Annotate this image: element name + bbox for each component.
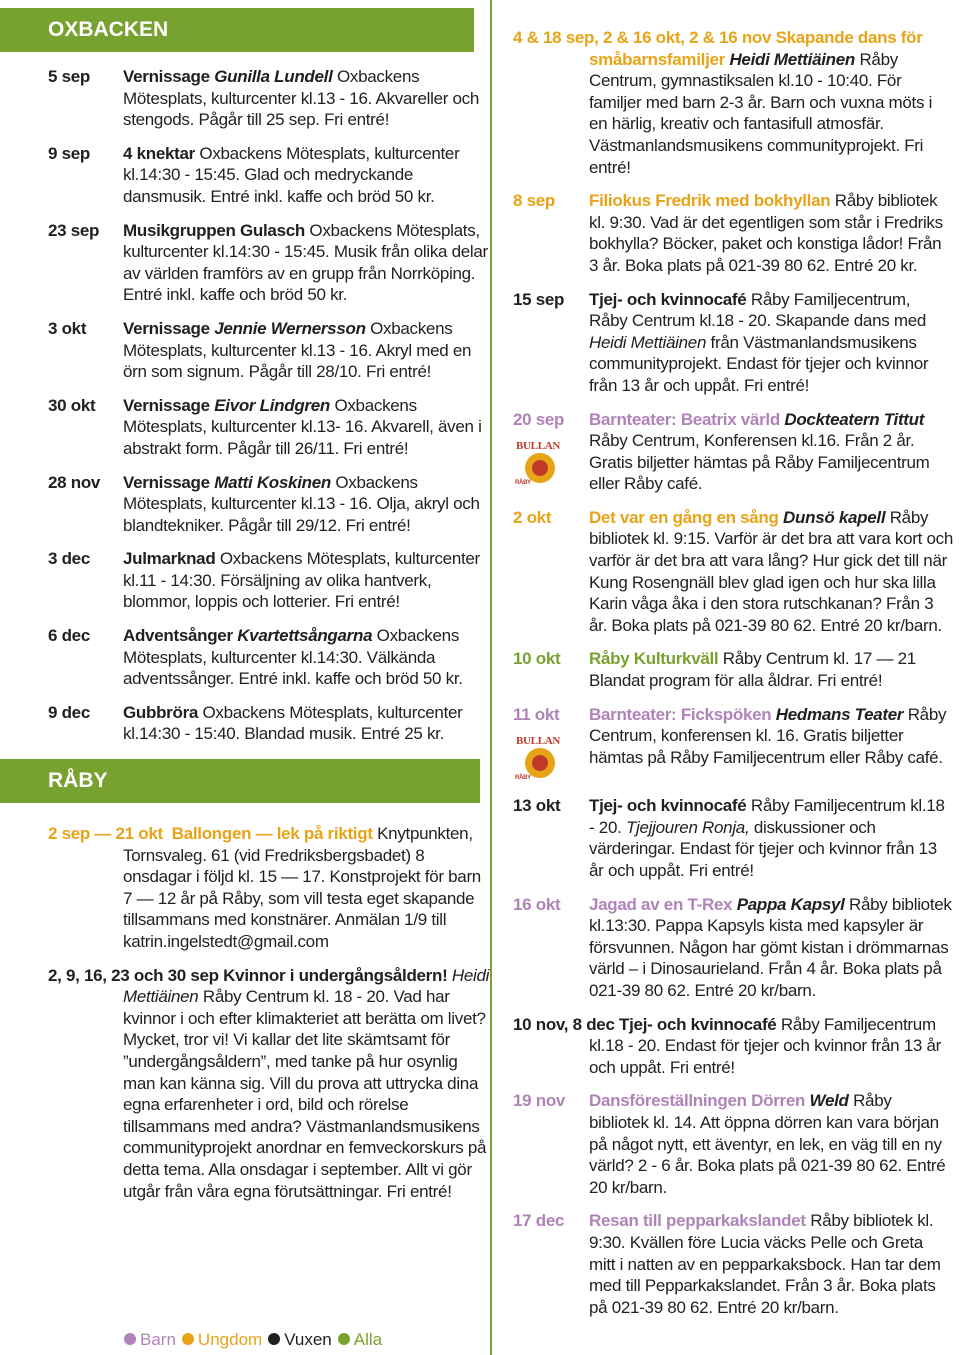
event-date bbox=[513, 507, 589, 637]
event-date bbox=[513, 704, 589, 784]
event-date: 6 dec bbox=[48, 626, 90, 646]
event-title: Vernissage bbox=[123, 395, 210, 415]
event-row bbox=[513, 648, 953, 691]
event-row bbox=[513, 289, 953, 397]
event-ballongen bbox=[0, 823, 490, 953]
event-body bbox=[589, 1210, 953, 1318]
event-body bbox=[123, 66, 490, 131]
event-text: Råby bibliotek kl.13:30. Pappa Kapsyls kista med kapsyler är försvunnen. Någon har gömt kistan i drömmarnas värld – i Dinosaurieland. Från 4 år. Boka plats på 021-39 80 62. Entré 20 kr/barn. bbox=[589, 894, 952, 1000]
event-body bbox=[589, 795, 953, 881]
event-date-text: 2 okt bbox=[513, 507, 552, 527]
legend-dot-icon bbox=[182, 1333, 194, 1345]
event-row bbox=[0, 66, 490, 131]
event-date: 9 sep bbox=[48, 143, 90, 163]
age-legend bbox=[124, 1328, 388, 1352]
event-row bbox=[0, 625, 490, 690]
event-date: 30 okt bbox=[48, 395, 96, 415]
event-title: Vernissage bbox=[123, 472, 210, 492]
event-text: från Västmanlandsmusikens communityprojekt. Endast för tjejer och kvinnor från 13 år och uppåt. Fri entré! bbox=[589, 332, 929, 395]
bullan-logo bbox=[513, 729, 567, 783]
event-row bbox=[513, 795, 953, 881]
event-skapande-dans bbox=[513, 27, 953, 178]
event-skapande-dans-title: 4 & 18 sep, 2 & 16 okt, 2 & 16 nov Skapande dans för småbarnsfamiljer bbox=[513, 28, 923, 69]
event-body bbox=[589, 704, 953, 784]
legend-dot-icon bbox=[338, 1333, 350, 1345]
event-body bbox=[589, 894, 953, 1002]
event-row bbox=[513, 1210, 953, 1318]
event-title: Resan till pepparkakslandet bbox=[589, 1211, 806, 1231]
legend-label: Vuxen bbox=[284, 1330, 332, 1349]
event-text: Råby Familjecentrum kl.18 - 20. bbox=[589, 796, 945, 837]
legend-item-barn bbox=[124, 1330, 176, 1349]
event-date bbox=[513, 289, 589, 397]
event-body bbox=[123, 220, 490, 306]
event-date-text: 15 sep bbox=[513, 289, 565, 309]
event-title: Julmarknad bbox=[123, 549, 216, 569]
legend-label: Alla bbox=[353, 1330, 383, 1349]
event-text: Oxbackens Mötesplats, kulturcenter kl.11 - 14:30. Försäljning av olika hantverk, blommor, loppis och lotterier. Fri entré! bbox=[123, 549, 480, 612]
event-date bbox=[513, 795, 589, 881]
section-heading-oxbacken: OXBACKEN bbox=[0, 8, 474, 52]
event-body bbox=[123, 472, 490, 537]
event-artist: Matti Koskinen bbox=[214, 472, 331, 492]
event-row bbox=[513, 704, 953, 784]
legend-item-ungdom bbox=[182, 1330, 262, 1349]
event-kvinnor-title: 2, 9, 16, 23 och 30 sep Kvinnor i undergångsåldern! bbox=[48, 965, 448, 985]
event-row bbox=[0, 143, 490, 208]
event-body bbox=[589, 507, 953, 637]
event-title: Jagad av en T-Rex bbox=[589, 894, 733, 914]
legend-dot-icon bbox=[124, 1333, 136, 1345]
event-row bbox=[513, 409, 953, 495]
event-title: Vernissage bbox=[123, 67, 210, 86]
event-kvinnocafe-nov-title: 10 nov, 8 dec Tjej- och kvinnocafé bbox=[513, 1014, 777, 1034]
event-title: Barnteater: Beatrix värld bbox=[589, 409, 780, 429]
event-artist: Jennie Wernersson bbox=[214, 318, 366, 338]
event-text: Råby bibliotek kl. 9:30. Vad är det egentligen som står i Fredriks bokhylla? Böcker, paket och konstiga lådor! Från 3 år. Boka plats på 021-39 80 62. Entré 20 kr. bbox=[589, 191, 943, 275]
event-text: Oxbackens Mötesplats, kulturcenter kl.14:30. Välkända adventssånger. Entré inkl. kaffe och bröd 50 kr. bbox=[123, 626, 463, 689]
event-skapande-dans-artist: Heidi Mettiäinen bbox=[729, 49, 855, 69]
event-date bbox=[513, 409, 589, 495]
event-date-text: 20 sep bbox=[513, 409, 565, 429]
event-title: Adventsånger bbox=[123, 626, 233, 646]
event-text: Råby bibliotek kl. 14. Att öppna dörren kan vara början på något nytt, ett äventyr, en lek, en väg till en ny värld? 2 - 6 år. Boka plats på 021-39 80 62. Entré 20 kr/barn. bbox=[589, 1091, 946, 1197]
event-ballongen-date: 2 sep — 21 okt bbox=[48, 824, 163, 844]
event-title: Dansföreställningen Dörren bbox=[589, 1091, 806, 1111]
bullan-logo-center bbox=[532, 755, 548, 771]
event-date: 3 okt bbox=[48, 318, 87, 338]
event-title: Vernissage bbox=[123, 318, 210, 338]
event-title: Det var en gång en sång bbox=[589, 507, 779, 527]
legend-item-vuxen bbox=[268, 1330, 332, 1349]
event-text: Råby Centrum, Konferensen kl.16. Från 2 år. Gratis biljetter hämtas på Råby Familjecentrum eller Råby café. bbox=[589, 431, 930, 494]
event-title: Tjej- och kvinnocafé bbox=[589, 289, 747, 309]
event-title: Tjej- och kvinnocafé bbox=[589, 796, 747, 816]
event-text: diskussioner och värderingar. Endast för tjejer och kvinnor från 13 år och uppåt. Fri entré! bbox=[589, 817, 937, 880]
event-row bbox=[513, 1090, 953, 1198]
bullan-logo bbox=[513, 434, 567, 488]
raby-event-list-2 bbox=[513, 1090, 953, 1318]
event-body bbox=[123, 548, 490, 613]
left-column bbox=[0, 0, 490, 1214]
event-body bbox=[589, 289, 953, 397]
event-date bbox=[513, 894, 589, 1002]
bullan-logo-center bbox=[532, 460, 548, 476]
event-row bbox=[0, 702, 490, 745]
event-row bbox=[513, 894, 953, 1002]
event-artist: Pappa Kapsyl bbox=[736, 894, 845, 914]
column-divider bbox=[490, 0, 492, 1355]
event-ballongen-text: Knytpunkten, Tornsvaleg. 61 (vid Fredriksbergsbadet) 8 onsdagar i följd kl. 15 — 17. Konstprojekt för barn 7 — 12 år på Råby, som vill testa eget skapande tillsammans med konstnärer. Anmälan 1/9 till katrin.ingelstedt@gmail.com bbox=[123, 824, 481, 951]
event-body bbox=[589, 1090, 953, 1198]
event-text: Råby bibliotek kl. 9:30. Kvällen före Lucia väcks Pelle och Greta mitt i natten av en pepparkaksbock. Han tar dem med till Pepparkakslandet. Från 3 år. Boka plats på 021-39 80 62. Entré 20 kr/barn. bbox=[589, 1211, 941, 1317]
event-date: 23 sep bbox=[48, 220, 100, 240]
event-title: Musikgruppen Gulasch bbox=[123, 220, 305, 240]
event-date-text: 17 dec bbox=[513, 1211, 565, 1231]
event-title: Filiokus Fredrik med bokhyllan bbox=[589, 191, 831, 211]
event-row bbox=[513, 507, 953, 637]
event-ballongen-title: Ballongen — lek på riktigt bbox=[171, 824, 373, 844]
event-artist: Gunilla Lundell bbox=[214, 67, 333, 86]
event-artist: Heidi Mettiäinen bbox=[589, 332, 707, 352]
event-row bbox=[0, 548, 490, 613]
event-row bbox=[0, 220, 490, 306]
event-body bbox=[589, 190, 953, 276]
event-body bbox=[589, 648, 953, 691]
event-body bbox=[123, 702, 490, 745]
event-text: Oxbackens Mötesplats, kulturcenter kl.14:30 - 15:40. Blandad musik. Entré 25 kr. bbox=[123, 702, 463, 744]
bullan-logo-word: BULLAN bbox=[516, 440, 561, 453]
legend-label: Ungdom bbox=[197, 1330, 263, 1349]
event-artist: Dockteatern Tittut bbox=[784, 409, 925, 429]
event-kvinnor-text: Råby Centrum kl. 18 - 20. Vad har kvinnor i och efter klimakteriet att berätta om livet? Mycket, tror vi! Vi kallar det lite skämtsamt för ”undergångsåldern”, med tanke på hur osynlig man kan känna sig. Vill du prova att uttrycka dina egna erfarenheter i ord, bild och rörelse tillsammans med andra? Västmanlandsmusikens communityprojekt anordnar en femveckorskurs på detta tema. Alla onsdagar i september. Allt vi gör utgår från våra egna förutsättningar. Fri entré! bbox=[123, 987, 487, 1201]
event-text: Oxbackens Mötesplats, kulturcenter kl.13 - 16. Akryl med en örn som signum. Pågår till 28/10. Fri entré! bbox=[123, 318, 472, 382]
event-row bbox=[0, 318, 490, 383]
event-skapande-dans-text: Råby Centrum, gymnastiksalen kl.10 - 10:40. För familjer med barn 2-3 år. Barn och vuxna möts i en härlig, kreativ och fantasifull atmosfär. Västmanlandsmusikens communityprojekt. Fri entré! bbox=[589, 49, 933, 177]
event-text: Oxbackens Mötesplats, kulturcenter kl.13- 16. Akvarell, även i abstrakt form. Pågår till 26/11. Fri entré! bbox=[123, 395, 482, 458]
event-text: Oxbackens Mötesplats, kulturcenter kl.13 - 16. Olja, akryl och blandtekniker. Pågår till 29/12. Fri entré! bbox=[123, 472, 480, 535]
event-title: 4 knektar bbox=[123, 143, 195, 163]
event-text: Råby Centrum kl. 17 — 21 Blandat program för alla åldrar. Fri entré! bbox=[589, 649, 916, 691]
event-date: 5 sep bbox=[48, 67, 90, 86]
event-date: 28 nov bbox=[48, 472, 101, 492]
event-row bbox=[0, 472, 490, 537]
event-row bbox=[513, 190, 953, 276]
event-artist: Weld bbox=[809, 1091, 849, 1111]
event-kvinnor-artist: Heidi Mettiäinen bbox=[123, 965, 490, 1007]
event-date-text: 19 nov bbox=[513, 1091, 566, 1111]
right-column bbox=[513, 0, 953, 1330]
event-date bbox=[513, 1210, 589, 1318]
oxbacken-event-list bbox=[0, 66, 490, 745]
event-row bbox=[0, 395, 490, 460]
event-artist: Hedmans Teater bbox=[775, 704, 904, 724]
event-title: Barnteater: Fickspöken bbox=[589, 704, 772, 724]
event-title: Gubbröra bbox=[123, 702, 199, 722]
event-artist: Dunsö kapell bbox=[783, 507, 886, 527]
event-text: Råby Familjecentrum, Råby Centrum kl.18 - 20. Skapande dans med bbox=[589, 289, 927, 331]
event-artist: Eivor Lindgren bbox=[214, 395, 330, 415]
event-text: Råby Centrum, konferensen kl. 16. Gratis biljetter hämtas på Råby Familjecentrum eller Råby café. bbox=[589, 704, 947, 767]
legend-item-alla bbox=[338, 1330, 382, 1349]
event-date bbox=[513, 190, 589, 276]
event-body bbox=[123, 143, 490, 208]
legend-label: Barn bbox=[140, 1330, 176, 1349]
raby-event-list-1 bbox=[513, 190, 953, 1001]
event-date: 3 dec bbox=[48, 549, 90, 569]
legend-dot-icon bbox=[268, 1333, 280, 1345]
event-body bbox=[589, 409, 953, 495]
event-kvinnocafe-nov bbox=[513, 1014, 953, 1079]
event-date-text: 11 okt bbox=[513, 704, 560, 724]
event-kvinnocafe-nov-text: Råby Familjecentrum kl.18 - 20. Endast för tjejer och kvinnor från 13 år och uppåt. Fri entré! bbox=[589, 1014, 941, 1077]
event-date: 9 dec bbox=[48, 702, 90, 722]
event-date-text: 13 okt bbox=[513, 796, 561, 816]
event-text: Oxbackens Mötesplats, kulturcenter kl.14:30 - 15:45. Musik från olika delar av världen framförs av en grupp från Norrköping. Entré inkl. kaffe och bröd 50 kr. bbox=[123, 220, 488, 305]
bullan-logo-sub: RÅBY bbox=[515, 775, 531, 782]
event-text: Oxbackens Mötesplats, kulturcenter kl.13 - 16. Akvareller och stengods. Pågår till 25 sep. Fri entré! bbox=[123, 67, 480, 130]
event-date bbox=[513, 1090, 589, 1198]
event-text: Oxbackens Mötesplats, kulturcenter kl.14:30 - 15:45. Glad och medryckande dansmusik. Entré inkl. kaffe och bröd 50 kr. bbox=[123, 143, 460, 206]
event-body bbox=[123, 318, 490, 383]
event-date bbox=[513, 648, 589, 691]
event-date-text: 16 okt bbox=[513, 894, 561, 914]
bullan-logo-sub: RÅBY bbox=[515, 480, 531, 487]
bullan-logo-word: BULLAN bbox=[516, 735, 561, 748]
event-title: Råby Kulturkväll bbox=[589, 649, 719, 669]
section-heading-raby: RÅBY bbox=[0, 759, 480, 803]
event-kvinnor bbox=[0, 965, 490, 1203]
event-body bbox=[123, 625, 490, 690]
event-artist: Tjejjouren Ronja, bbox=[625, 817, 750, 837]
event-date-text: 10 okt bbox=[513, 649, 561, 669]
event-artist: Kvartettsångarna bbox=[237, 626, 373, 646]
event-text: Råby bibliotek kl. 9:15. Varför är det bra att vara kort och varför är det bra att vara lång? Hur gick det till när Kung Rosengnäll blev glad igen och hur ska lilla Karin våga åka i den stora rutschkanan? Från 3 år. Boka plats på 021-39 80 62. Entré 20 kr/barn. bbox=[589, 507, 953, 635]
event-body bbox=[123, 395, 490, 460]
event-date-text: 8 sep bbox=[513, 191, 555, 211]
